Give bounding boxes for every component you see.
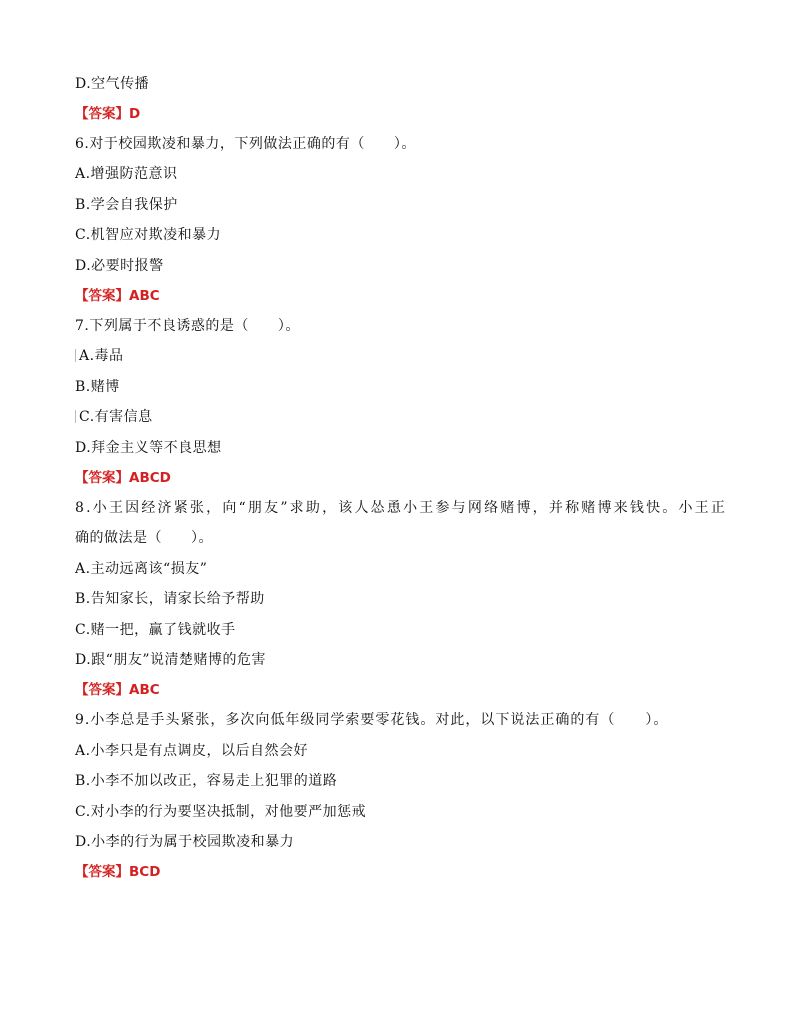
option-a-q7-text: A.毒品 xyxy=(79,348,124,364)
answer-q6: 【答案】ABC xyxy=(75,288,160,304)
option-d-q6: D.必要时报警 xyxy=(75,258,164,274)
question-9: 9.小李总是手头紧张，多次向低年级同学索要零花钱。对此，以下说法正确的有（ ）。 xyxy=(75,712,669,728)
option-a-q9: A.小李只是有点调皮，以后自然会好 xyxy=(75,743,309,759)
option-b-q6: B.学会自我保护 xyxy=(75,197,178,213)
option-b-q7: B.赌博 xyxy=(75,379,120,395)
question-8-line-1: 8.小王因经济紧张，向“朋友”求助，该人怂恿小王参与网络赌博，并称赌博来钱快。小王正 xyxy=(75,500,728,516)
option-c-q6: C.机智应对欺凌和暴力 xyxy=(75,227,222,243)
answer-q9: 【答案】BCD xyxy=(75,864,161,880)
option-c-q7-text: C.有害信息 xyxy=(79,409,153,425)
option-b-q9: B.小李不加以改正，容易走上犯罪的道路 xyxy=(75,773,338,789)
option-c-q7 xyxy=(75,407,153,427)
answer-q8: 【答案】ABC xyxy=(75,682,160,698)
question-8-line-2: 确的做法是（ ）。 xyxy=(75,530,213,546)
option-d-q5: D.空气传播 xyxy=(75,76,150,92)
option-a-q7 xyxy=(75,346,124,366)
margin-marker xyxy=(75,349,78,362)
option-c-q9: C.对小李的行为要坚决抵制，对他要严加惩戒 xyxy=(75,804,367,820)
answer-q7: 【答案】ABCD xyxy=(75,470,171,486)
option-c-q8: C.赌一把，赢了钱就收手 xyxy=(75,622,236,638)
option-a-q6: A.增强防范意识 xyxy=(75,166,178,182)
answer-q5: 【答案】D xyxy=(75,106,141,122)
question-7: 7.下列属于不良诱惑的是（ ）。 xyxy=(75,318,300,334)
question-6: 6.对于校园欺凌和暴力，下列做法正确的有（ ）。 xyxy=(75,136,416,152)
margin-marker xyxy=(75,410,78,423)
option-d-q8: D.跟“朋友”说清楚赌博的危害 xyxy=(75,652,266,668)
option-d-q7: D.拜金主义等不良思想 xyxy=(75,440,222,456)
option-a-q8: A.主动远离该“损友” xyxy=(75,561,208,577)
option-b-q8: B.告知家长，请家长给予帮助 xyxy=(75,591,265,607)
option-d-q9: D.小李的行为属于校园欺凌和暴力 xyxy=(75,834,295,850)
